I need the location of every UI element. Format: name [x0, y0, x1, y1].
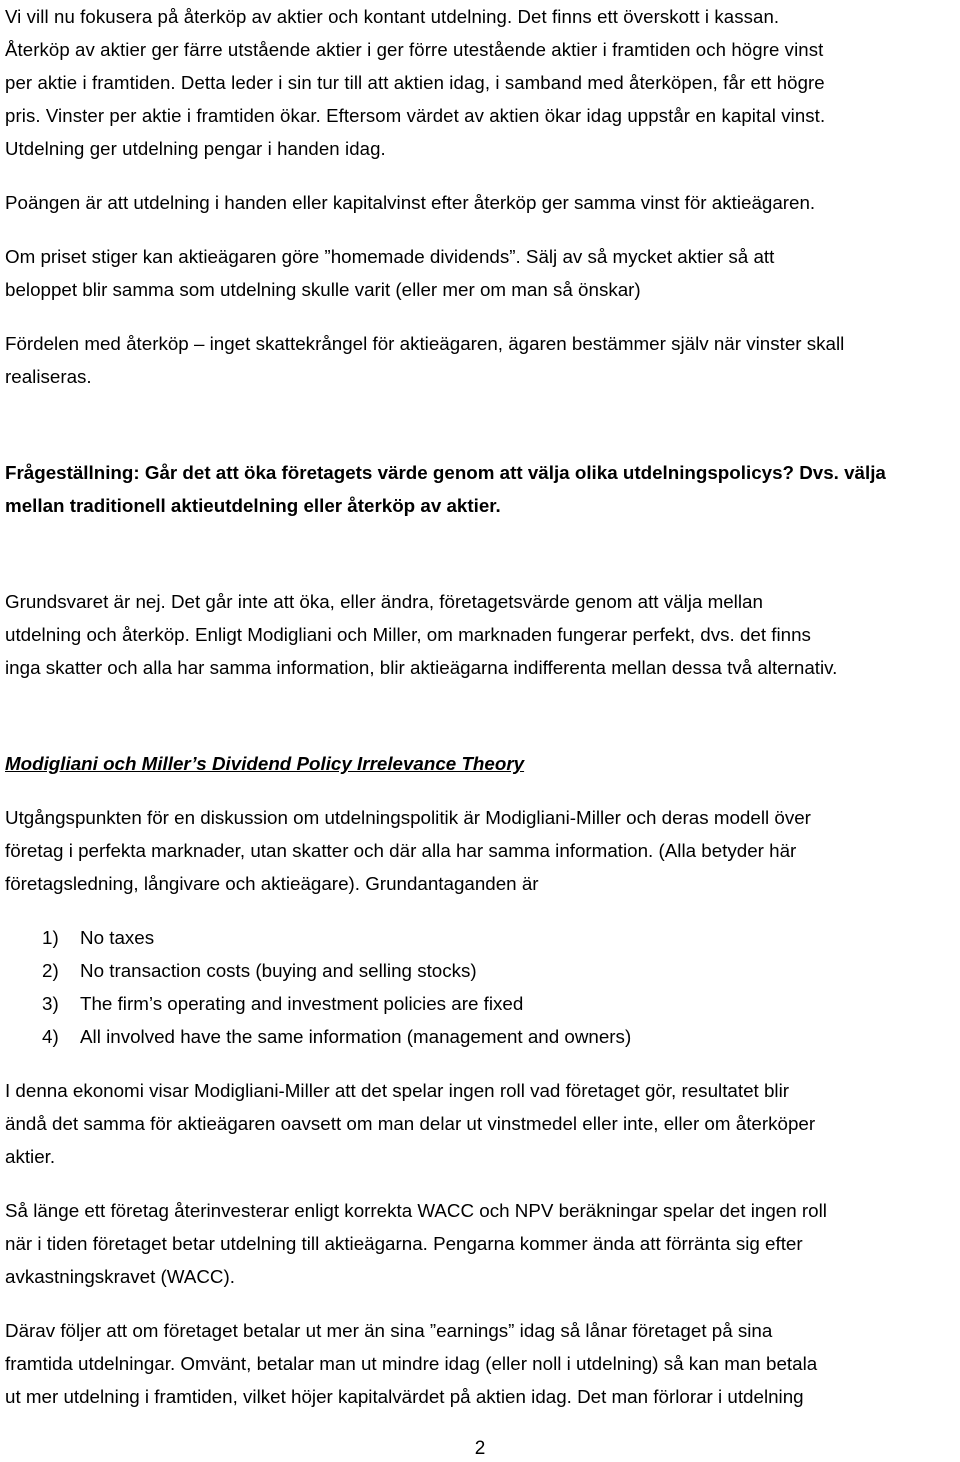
text-line: ut mer utdelning i framtiden, vilket höjer kapitalvärdet på aktien idag. Det man förlorar i utdelning — [5, 1386, 804, 1407]
economy-paragraph — [5, 1074, 957, 1173]
list-item-number: 4) — [42, 1026, 59, 1047]
wacc-paragraph — [5, 1194, 957, 1293]
answer-paragraph — [5, 585, 957, 684]
document-page — [5, 0, 957, 1413]
text-line: Om priset stiger kan aktieägaren göre ”homemade dividends”. Sälj av så mycket aktier så att — [5, 246, 775, 267]
text-line: företagsledning, långivare och aktieägare). Grundantaganden är — [5, 873, 539, 894]
list-item — [5, 1020, 957, 1053]
text-line: när i tiden företaget betar utdelning till aktieägarna. Pengarna kommer ända att förränta sig efter — [5, 1233, 803, 1254]
list-item-number: 1) — [42, 927, 59, 948]
list-item — [5, 921, 957, 954]
intro-paragraph — [5, 0, 957, 165]
list-item-text: No transaction costs (buying and selling stocks) — [80, 960, 477, 981]
text-line: Grundsvaret är nej. Det går inte att öka, eller ändra, företagetsvärde genom att välja mellan — [5, 591, 763, 612]
text-line: I denna ekonomi visar Modigliani-Miller att det spelar ingen roll vad företaget gör, resultatet blir — [5, 1080, 789, 1101]
list-item-text: All involved have the same information (management and owners) — [80, 1026, 632, 1047]
text-line: aktier. — [5, 1146, 56, 1167]
text-line: inga skatter och alla har samma information, blir aktieägarna indifferenta mellan dessa två alternativ. — [5, 657, 838, 678]
text-line: företag i perfekta marknader, utan skatter och där alla har samma information. (Alla betyder här — [5, 840, 797, 861]
question-paragraph — [5, 456, 957, 522]
text-line: Utgångspunkten för en diskussion om utdelningspolitik är Modigliani-Miller och deras modell över — [5, 807, 811, 828]
text-line: utdelning och återköp. Enligt Modigliani och Miller, om marknaden fungerar perfekt, dvs. det finns — [5, 624, 811, 645]
text-line: Vi vill nu fokusera på återköp av aktier och kontant utdelning. Det finns ett överskott i kassan. — [5, 6, 780, 27]
text-line: Därav följer att om företaget betalar ut mer än sina ”earnings” idag så lånar företaget på sina — [5, 1320, 773, 1341]
text-line: realiseras. — [5, 366, 92, 387]
list-item-number: 3) — [42, 993, 59, 1014]
advantage-paragraph — [5, 327, 957, 393]
point-paragraph: Poängen är att utdelning i handen eller kapitalvinst efter återköp ger samma vinst för aktieägaren. — [5, 192, 816, 213]
text-line: Återköp av aktier ger färre utstående aktier i ger förre utestående aktier i framtiden och högre vinst — [5, 39, 824, 60]
text-line: Så länge ett företag återinvesterar enligt korrekta WACC och NPV beräkningar spelar det ingen roll — [5, 1200, 827, 1221]
text-line: pris. Vinster per aktie i framtiden ökar. Eftersom värdet av aktien ökar idag uppstår en kapital vinst. — [5, 105, 826, 126]
list-item-text: The firm’s operating and investment policies are fixed — [80, 993, 524, 1014]
page-number: 2 — [474, 1438, 486, 1459]
text-line: mellan traditionell aktieutdelning eller återköp av aktier. — [5, 495, 501, 516]
text-line: beloppet blir samma som utdelning skulle varit (eller mer om man så önskar) — [5, 279, 641, 300]
list-item-text: No taxes — [80, 927, 155, 948]
text-line: framtida utdelningar. Omvänt, betalar man ut mindre idag (eller noll i utdelning) så kan man betala — [5, 1353, 818, 1374]
assumptions-list — [5, 921, 957, 1053]
consequence-paragraph — [5, 1314, 957, 1413]
list-item — [5, 954, 957, 987]
homemade-dividends-paragraph — [5, 240, 957, 306]
list-item-number: 2) — [42, 960, 59, 981]
text-line: Frågeställning: Går det att öka företagets värde genom att välja olika utdelningspolicys? Dvs. välja — [5, 462, 886, 483]
text-line: Utdelning ger utdelning pengar i handen idag. — [5, 138, 386, 159]
text-line: Fördelen med återköp – inget skattekrångel för aktieägaren, ägaren bestämmer själv när vinster skall — [5, 333, 845, 354]
starting-point-paragraph — [5, 801, 957, 900]
list-item — [5, 987, 957, 1020]
section-heading: Modigliani och Miller’s Dividend Policy Irrelevance Theory — [5, 753, 525, 774]
text-line: per aktie i framtiden. Detta leder i sin tur till att aktien idag, i samband med återköpen, får ett högre — [5, 72, 825, 93]
text-line: avkastningskravet (WACC). — [5, 1266, 235, 1287]
text-line: ändå det samma för aktieägaren oavsett om man delar ut vinstmedel eller inte, eller om återköper — [5, 1113, 816, 1134]
